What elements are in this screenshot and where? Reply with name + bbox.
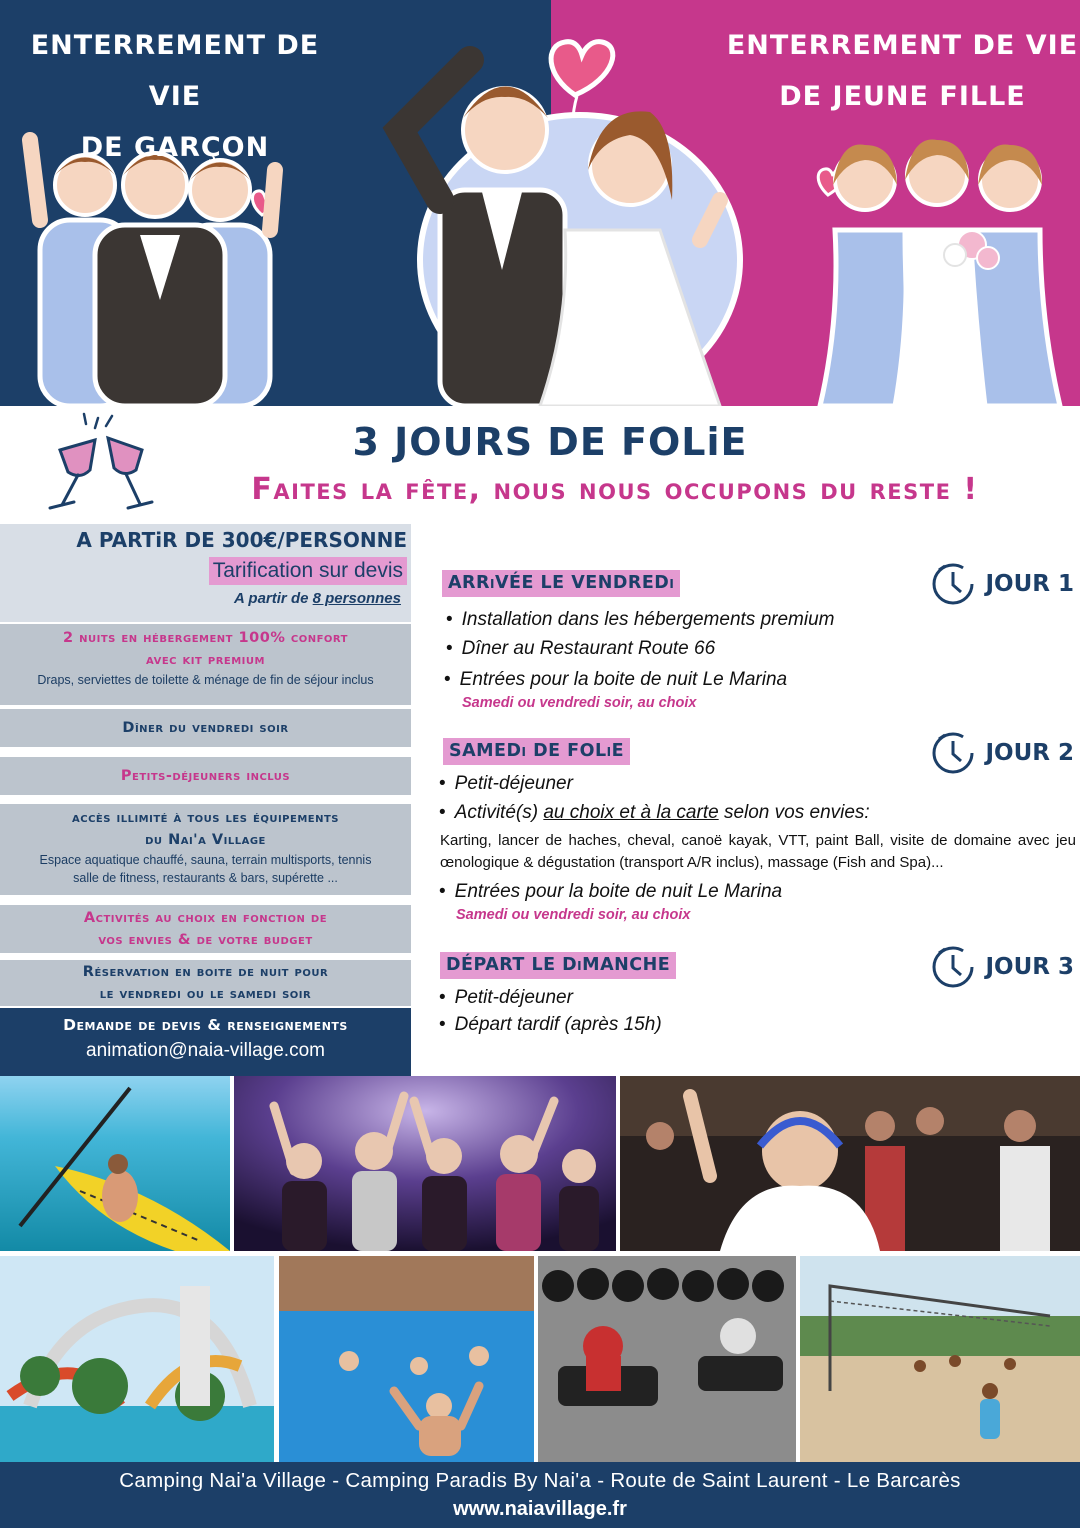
main-headline: 3 JOURS DE FOLiE [352, 420, 748, 464]
clock-icon [931, 945, 975, 989]
contact-panel [0, 1008, 411, 1076]
offer-item-detail: salle de fitness, restaurants & bars, supérette ... [73, 871, 338, 885]
offer-item-title: vos envies & de votre budget [98, 932, 313, 948]
footer-website-link[interactable]: www.naiavillage.fr [453, 1498, 627, 1520]
price-panel [0, 524, 411, 622]
day1-label: JOUR 1 [985, 571, 1074, 597]
offer-item-detail: Espace aquatique chauffé, sauna, terrain multisports, tennis [39, 853, 372, 867]
kayak-photo [0, 1076, 230, 1251]
header-banner [0, 0, 1080, 406]
offer-item-dinner [0, 709, 411, 747]
day1-title: ARRiVÉE LE VENDREDi [442, 570, 680, 597]
offer-item-breakfast [0, 757, 411, 795]
day2-activities-suffix: selon vos envies: [718, 802, 870, 823]
champagne-glasses-icon [40, 410, 170, 520]
day3-label: JOUR 3 [985, 954, 1074, 980]
offer-item-accommodation [0, 624, 411, 705]
karting-photo [538, 1256, 796, 1462]
offer-item-title: accès illimité à tous les équipements [72, 810, 339, 826]
day3-title: DÉPART LE DiMANCHE [440, 952, 676, 979]
day1-badge [931, 562, 1074, 606]
offer-item-facilities [0, 804, 411, 895]
day2-activities-prefix: Activité(s) [454, 802, 544, 823]
bachelor-party-title [0, 20, 350, 173]
day2-activities-underlined: au choix et à la carte [543, 802, 719, 823]
offer-item-nightclub [0, 960, 411, 1006]
sub-headline: Faites la fête, nous nous occupons du reste ! [251, 472, 979, 507]
min-people-prefix: A partir de [233, 590, 313, 607]
day2-badge [931, 731, 1074, 775]
offer-item-title: du Nai'a Village [145, 832, 266, 848]
day3-item: • Petit-déjeuner [439, 987, 573, 1009]
day2-note: Samedi ou vendredi soir, au choix [456, 907, 691, 923]
beach-volley-photo [800, 1256, 1080, 1462]
pool-photo [279, 1256, 534, 1462]
day3-badge [931, 945, 1074, 989]
offer-item-title: Réservation en boite de nuit pour [82, 964, 329, 980]
offer-item-detail: Draps, serviettes de toilette & ménage de fin de séjour inclus [37, 673, 374, 687]
offer-item-title: avec kit premium [146, 652, 265, 668]
offer-item-title: Activités au choix en fonction de [83, 910, 328, 926]
offer-item-title: 2 nuits en hébergement 100% confort [62, 630, 349, 646]
day1-item: • Entrées pour la boite de nuit Le Marina [444, 669, 787, 691]
contact-title: Demande de devis & renseignements [63, 1016, 348, 1034]
day2-item: • Entrées pour la boite de nuit Le Marina [439, 881, 782, 903]
clock-icon [931, 562, 975, 606]
footer-address: Camping Nai'a Village - Camping Paradis By Nai'a - Route de Saint Laurent - Le Barcarès [119, 1469, 961, 1492]
clock-icon [931, 731, 975, 775]
offer-item-title: Dîner du vendredi soir [122, 720, 289, 736]
contact-email-link[interactable]: animation@naia-village.com [86, 1040, 325, 1061]
offer-sidebar [0, 524, 411, 1076]
minimum-people [234, 590, 401, 607]
day1-item: • Dîner au Restaurant Route 66 [446, 638, 715, 660]
program-section [430, 524, 1080, 1076]
footer [0, 1462, 1080, 1528]
day2-label: JOUR 2 [985, 740, 1074, 766]
min-people-count: 8 personnes [312, 590, 401, 607]
silent-disco-photo [620, 1076, 1080, 1251]
bachelorette-title-line1: ENTERREMENT DE VIE [726, 30, 1079, 61]
day3-item: • Départ tardif (après 15h) [439, 1014, 662, 1036]
day2-title: SAMEDi DE FOLiE [443, 738, 630, 765]
offer-item-title: le vendredi ou le samedi soir [99, 986, 312, 1002]
day2-item-activities [439, 802, 870, 824]
day1-item: • Installation dans les hébergements premium [446, 609, 834, 631]
offer-item-activities [0, 905, 411, 953]
bachelor-title-line1: ENTERREMENT DE VIE [30, 30, 320, 112]
bachelor-title-line2: DE GARÇON [80, 132, 270, 163]
day2-activities-list: Karting, lancer de haches, cheval, canoë kayak, VTT, paint Ball, visite de domaine avec jeu œnologique & dégustation (transport A/R inclus), massage (Fish and Spa)... [440, 832, 1076, 871]
party-photo [234, 1076, 616, 1251]
offer-item-title: Petits-déjeuners inclus [120, 768, 291, 784]
day1-note: Samedi ou vendredi soir, au choix [462, 695, 697, 711]
bachelorette-party-title [725, 20, 1080, 122]
photo-gallery [0, 1076, 1080, 1462]
bachelorette-title-line2: DE JEUNE FILLE [779, 81, 1026, 112]
quote-badge: Tarification sur devis [209, 557, 407, 585]
water-park-photo [0, 1256, 274, 1462]
day2-item: • Petit-déjeuner [439, 773, 573, 795]
price-label: A PARTiR DE 300€/PERSONNE [76, 528, 407, 552]
